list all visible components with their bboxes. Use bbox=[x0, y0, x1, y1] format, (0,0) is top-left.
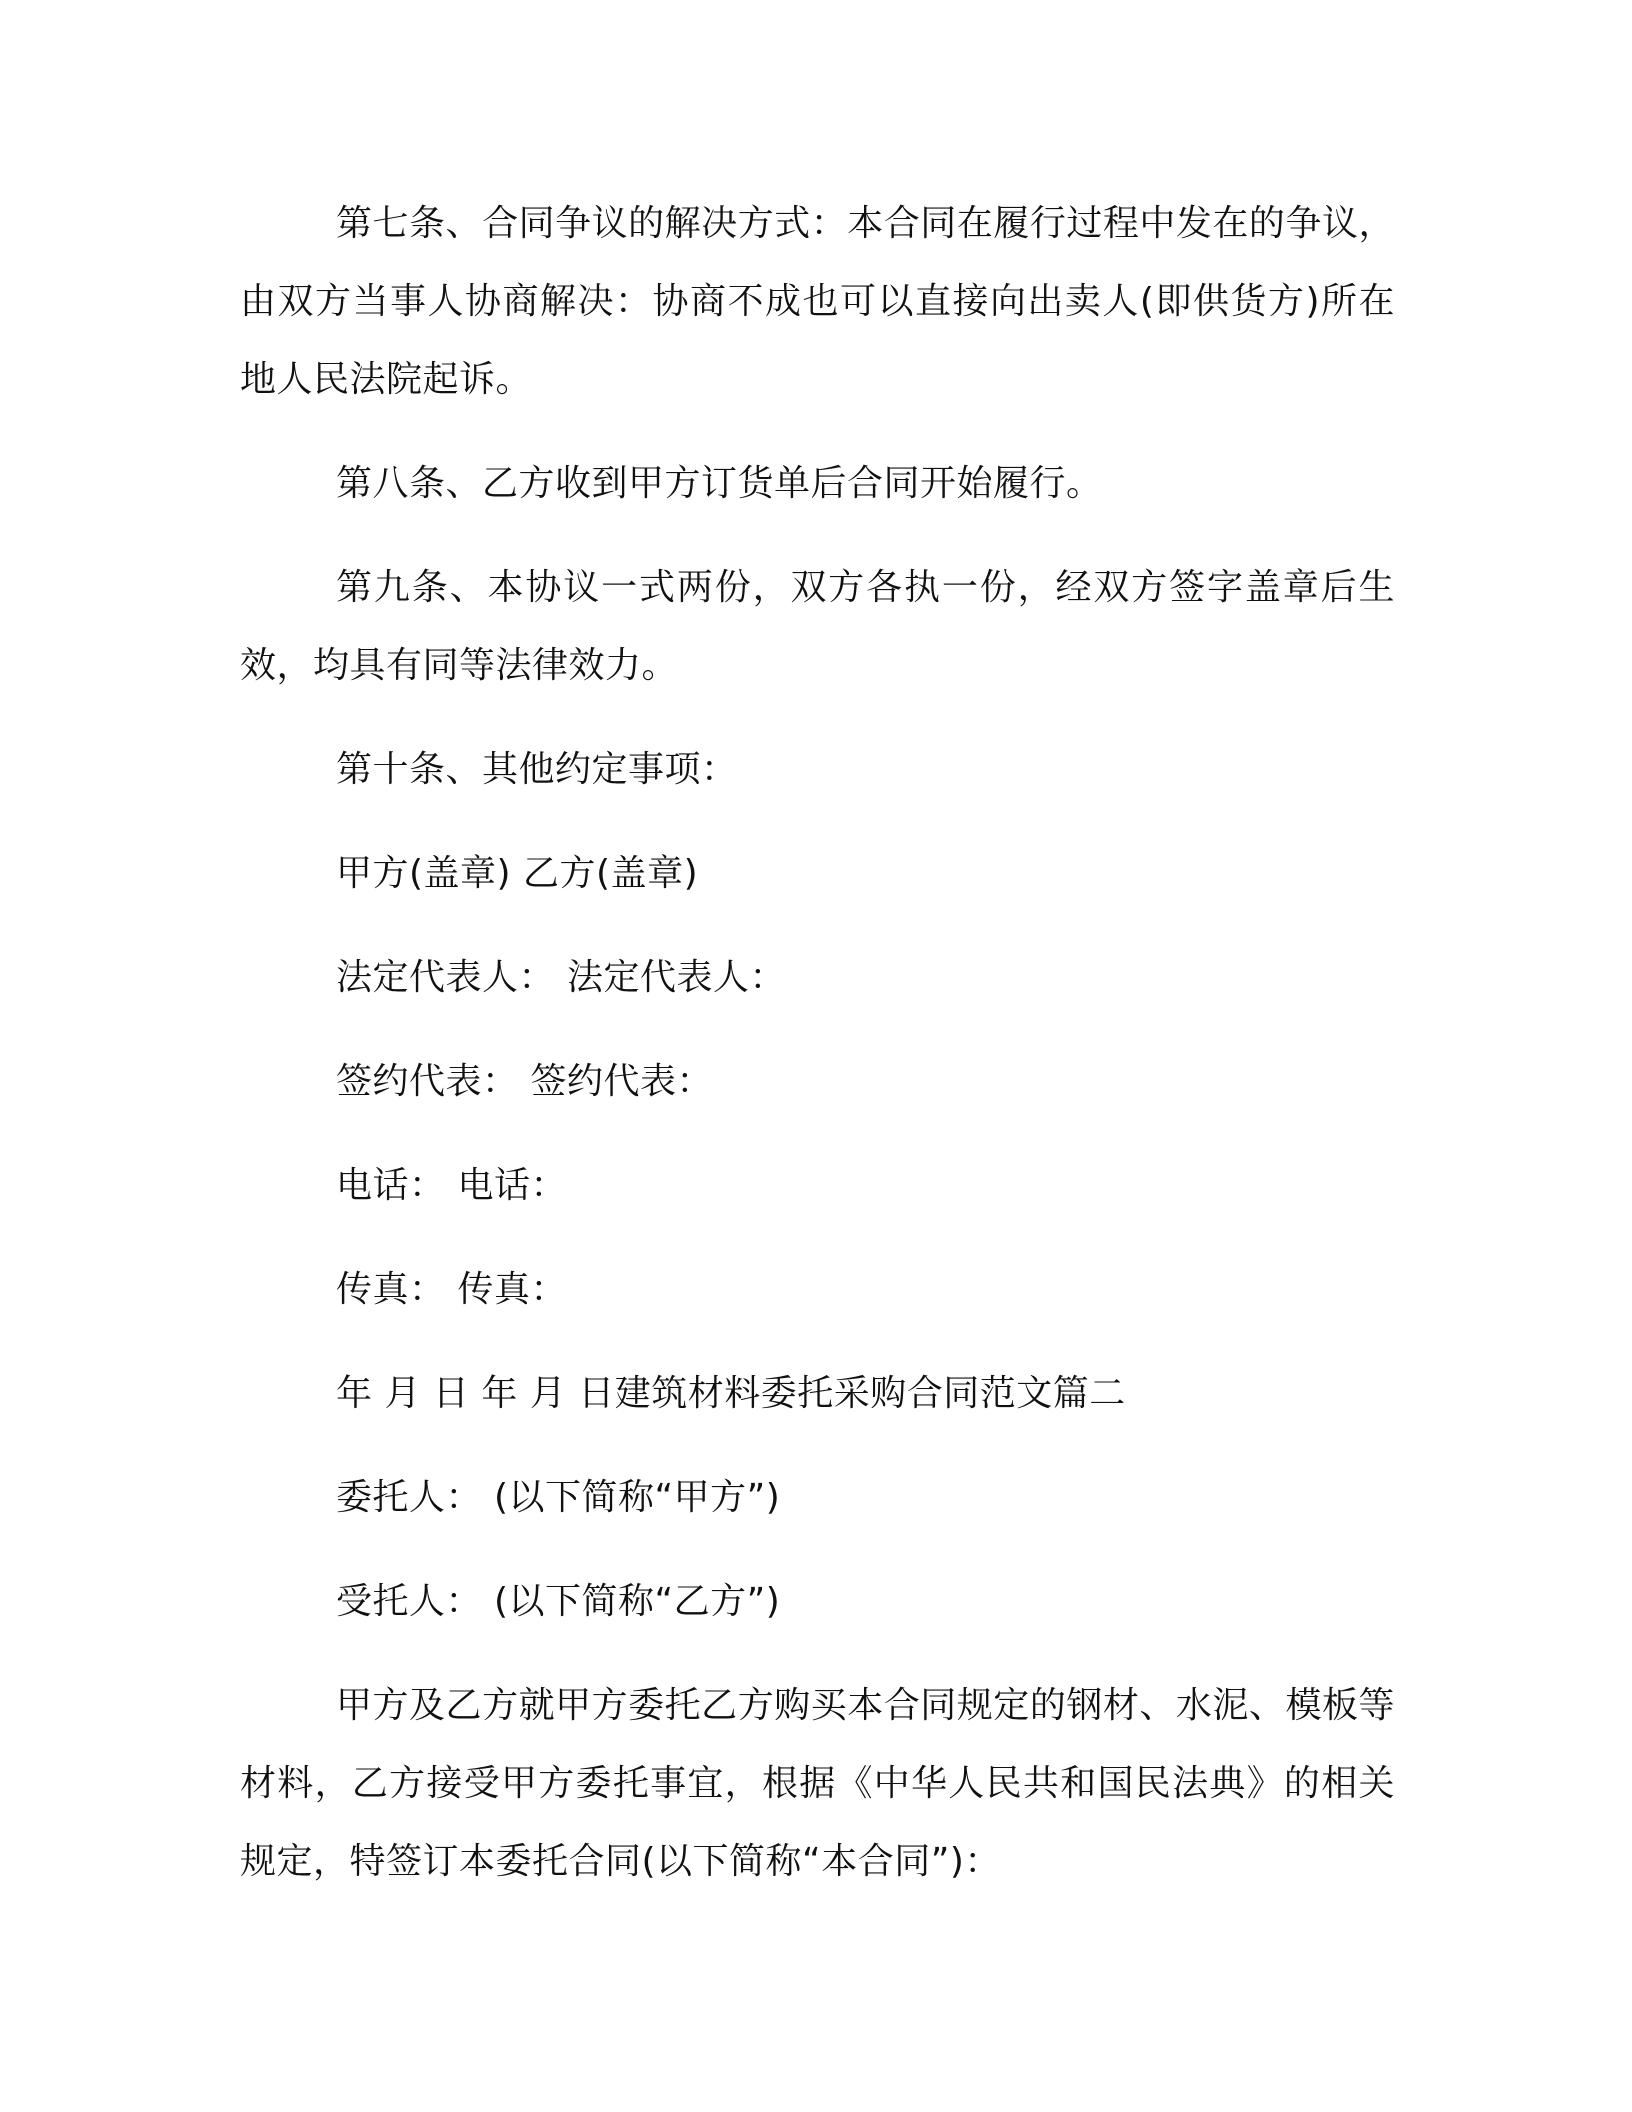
clause-eight: 第八条、乙方收到甲方订货单后合同开始履行。 bbox=[336, 463, 1103, 504]
clause-ten: 第十条、其他约定事项： bbox=[336, 749, 738, 790]
document-body bbox=[240, 185, 1395, 1927]
fax-line: 传真： 传真： bbox=[336, 1269, 567, 1310]
signing-representative-line: 签约代表： 签约代表： bbox=[336, 1061, 713, 1102]
clause-nine: 第九条、本协议一式两份，双方各执一份，经双方签字盖章后生效，均具有同等法律效力。 bbox=[240, 567, 1395, 686]
seal-line: 甲方(盖章) 乙方(盖章) bbox=[336, 853, 699, 894]
principal-line: 委托人： (以下简称“甲方”) bbox=[336, 1477, 781, 1518]
phone-line: 电话： 电话： bbox=[336, 1165, 567, 1206]
intro-paragraph: 甲方及乙方就甲方委托乙方购买本合同规定的钢材、水泥、模板等材料，乙方接受甲方委托事宜，根据《中华人民共和国民法典》的相关规定，特签订本委托合同(以下简称“本合同”)： bbox=[240, 1685, 1395, 1882]
date-and-section-title-line: 年 月 日 年 月 日建筑材料委托采购合同范文篇二 bbox=[336, 1373, 1126, 1414]
clause-seven: 第七条、合同争议的解决方式：本合同在履行过程中发在的争议，由双方当事人协商解决：协商不成也可以直接向出卖人(即供货方)所在地人民法院起诉。 bbox=[240, 203, 1395, 400]
legal-representative-line: 法定代表人： 法定代表人： bbox=[336, 957, 786, 998]
agent-line: 受托人： (以下简称“乙方”) bbox=[336, 1581, 781, 1622]
